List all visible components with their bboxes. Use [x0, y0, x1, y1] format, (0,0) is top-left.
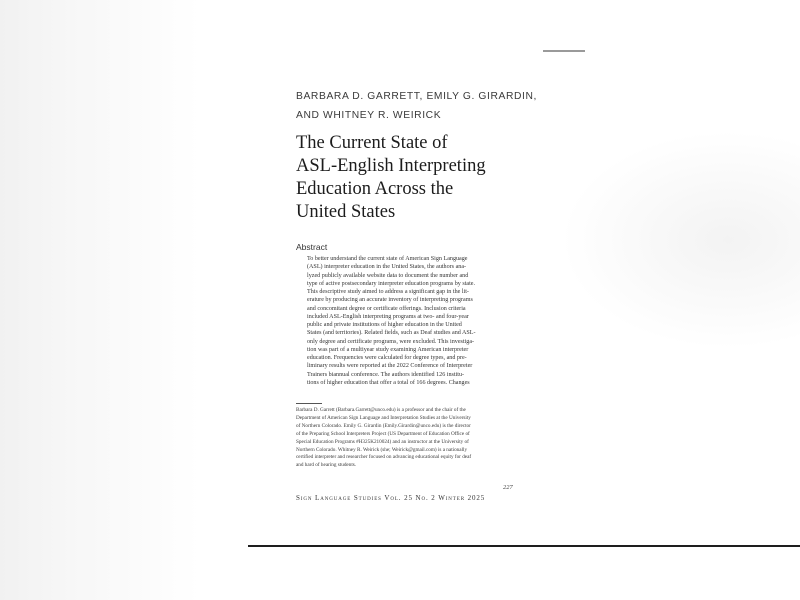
title-line: Education Across the: [296, 179, 454, 199]
abstract-line: and concomitant degree or certificate offerings. Inclusion criteria: [307, 305, 466, 312]
abstract-body: [307, 255, 527, 387]
article-title: [296, 132, 536, 224]
page-bottom-edge: [248, 545, 800, 547]
footnote-line: of Northern Colorado. Emily G. Girardin (Emily.Girardin@unco.edu) is the director: [296, 422, 471, 429]
page-top-mark: [543, 50, 585, 52]
abstract-line: liminary results were reported at the 2022 Conference of Interpreter: [307, 363, 473, 370]
abstract-line: To better understand the current state of American Sign Language: [307, 256, 468, 262]
journal-footer: Sign Language Studies Vol. 25 No. 2 Winter 2025: [296, 494, 486, 502]
footnote-line: Department of American Sign Language and Interpretation Studies at the University: [296, 414, 471, 421]
author-line: AND WHITNEY R. WEIRICK: [296, 110, 442, 121]
abstract-line: tions of higher education that offer a total of 166 degrees. Changes: [307, 379, 470, 386]
title-line: ASL-English Interpreting: [296, 156, 486, 176]
footnote-line: Special Education Programs #H325K210024) and an instructor at the University of: [296, 438, 469, 445]
abstract-line: (ASL) interpreter education in the United States, the authors ana-: [307, 264, 467, 271]
abstract-line: erature by producing an accurate inventory of interpreting programs: [307, 297, 473, 304]
abstract-line: States (and territories). Related fields, such as Deaf studies and ASL-: [307, 330, 476, 337]
abstract-line: This descriptive study aimed to address a significant gap in the lit-: [307, 289, 469, 295]
abstract-line: type of active postsecondary interpreter education programs by state.: [307, 280, 476, 287]
footnote-divider: [296, 403, 322, 404]
abstract-line: included ASL-English interpreting programs at two- and four-year: [307, 313, 469, 320]
abstract-line: education. Frequencies were calculated for degree types, and pre-: [307, 355, 467, 361]
author-footnote: [296, 407, 532, 470]
footnote-line: Barbara D. Garrett (Barbara.Garrett@unco.edu) is a professor and the chair of the: [296, 407, 466, 413]
title-line: United States: [296, 202, 396, 222]
background-shadow-left: [0, 0, 200, 600]
author-line: BARBARA D. GARRETT, EMILY G. GIRARDIN,: [296, 91, 537, 102]
title-line: The Current State of: [296, 133, 448, 153]
footnote-line: and hard of hearing students.: [296, 462, 357, 469]
abstract-line: tion was part of a multiyear study examining American interpreter: [307, 346, 469, 353]
abstract-heading: Abstract: [296, 242, 328, 252]
footnote-line: of the Preparing School Interpreters Project (US Department of Education Office of: [296, 430, 470, 437]
abstract-line: lyzed publicly available website data to document the number and: [307, 272, 469, 279]
footnote-line: Northern Colorado. Whitney R. Weirick (she; Weirick@gmail.com) is a nationally: [296, 446, 468, 453]
abstract-line: Trainers biannual conference. The authors identified 126 institu-: [307, 371, 465, 378]
abstract-line: public and private institutions of higher education in the United: [307, 322, 462, 328]
footnote-line: certified interpreter and researcher focused on advancing educational equity for deaf: [296, 454, 472, 461]
page-number: 227: [503, 484, 513, 491]
abstract-line: only degree and certificate programs, were excluded. This investiga-: [307, 338, 475, 345]
author-list: [296, 87, 556, 125]
background-shadow-right: [560, 130, 800, 350]
